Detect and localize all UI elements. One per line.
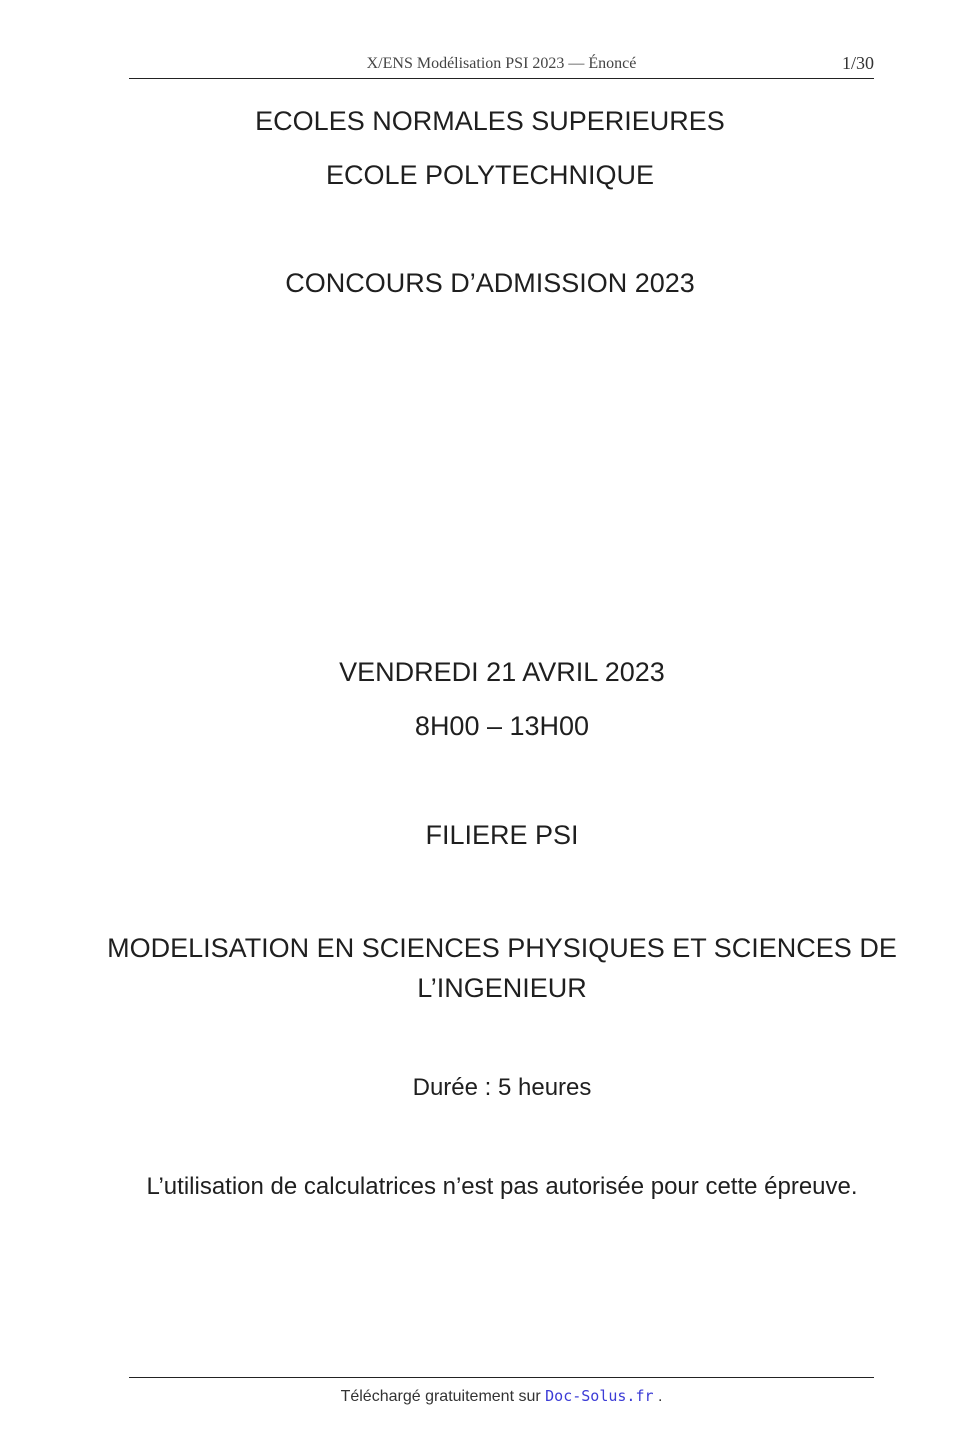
- header-title: X/ENS Modélisation PSI 2023 — Énoncé: [366, 55, 637, 72]
- exam-track: FILIERE PSI: [425, 820, 579, 850]
- footer-suffix: .: [657, 1388, 663, 1405]
- exam-date: VENDREDI 21 AVRIL 2023: [339, 657, 665, 687]
- exam-subject-line-1: MODELISATION EN SCIENCES PHYSIQUES ET SCIENCES DE: [107, 933, 897, 963]
- exam-hours: 8H00 – 13H00: [414, 711, 590, 741]
- exam-duration: Durée : 5 heures: [412, 1074, 592, 1101]
- school-ens: ECOLES NORMALES SUPERIEURES: [255, 106, 725, 136]
- exam-subject: [12, 928, 980, 1008]
- school-polytechnique: ECOLE POLYTECHNIQUE: [325, 160, 655, 190]
- contest-title: CONCOURS D’ADMISSION 2023: [285, 268, 695, 298]
- footer-prefix: Téléchargé gratuitement sur: [340, 1388, 541, 1405]
- page-footer: [129, 1377, 874, 1406]
- page-number: 1/30: [841, 53, 874, 73]
- footer-link[interactable]: Doc-Solus.fr: [545, 1387, 654, 1405]
- page-header: [129, 52, 874, 79]
- calculator-note: L’utilisation de calculatrices n’est pas autorisée pour cette épreuve.: [146, 1173, 858, 1200]
- exam-subject-line-2: L’INGENIEUR: [417, 973, 587, 1003]
